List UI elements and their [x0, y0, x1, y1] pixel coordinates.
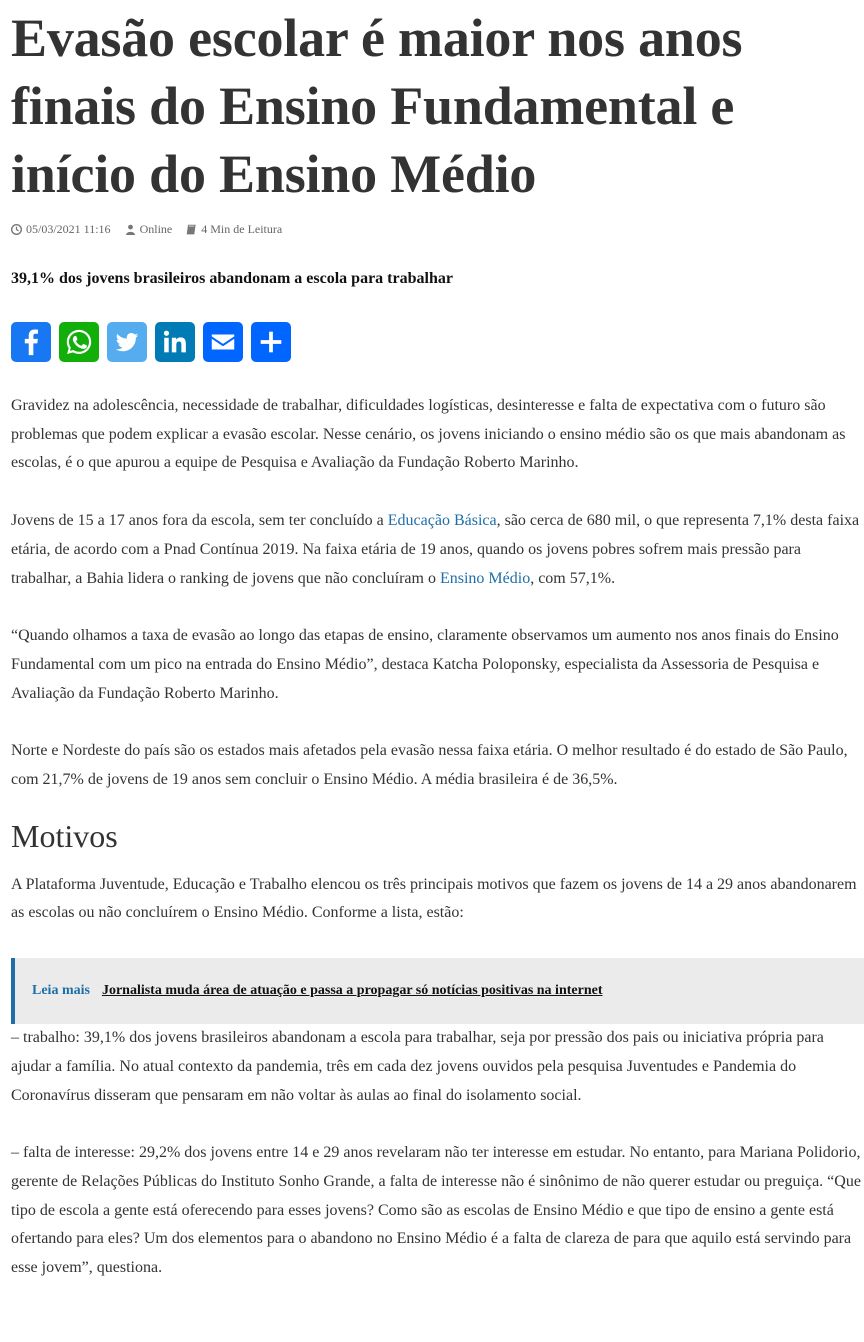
whatsapp-icon — [64, 327, 94, 357]
meta-read-time-text: 4 Min de Leitura — [201, 222, 283, 236]
share-plus-icon — [256, 327, 286, 357]
article — [11, 0, 864, 1283]
paragraph-1: Gravidez na adolescência, necessidade de trabalhar, dificuldades logísticas, desinteresse e falta de expectativa com o futuro são problemas que podem explicar a evasão escolar. Nesse cenário, os jovens iniciando o ensino médio são os que mais abandonam as escolas, é o que apurou a equipe de Pesquisa e Avaliação da Fundação Roberto Marinho. — [11, 397, 846, 472]
paragraph-5: A Plataforma Juventude, Educação e Trabalho elencou os três principais motivos que fazem os jovens de 14 a 29 anos abandonarem as escolas ou não concluírem o Ensino Médio. Conforme a lista, estão: — [11, 875, 857, 922]
paragraph-2-part-3: , com 57,1%. — [530, 569, 616, 587]
meta-author-text[interactable]: Online — [139, 222, 173, 236]
share-twitter-button[interactable] — [107, 322, 147, 362]
paragraph-2 — [11, 507, 864, 593]
book-icon — [186, 224, 197, 235]
share-more-button[interactable] — [251, 322, 291, 362]
article-meta — [11, 222, 864, 237]
section-title-motivos: Motivos — [11, 817, 118, 854]
meta-date-text: 05/03/2021 11:16 — [26, 222, 111, 236]
link-educacao-basica[interactable]: Educação Básica — [387, 512, 497, 530]
share-whatsapp-button[interactable] — [59, 322, 99, 362]
clock-icon — [11, 224, 22, 235]
paragraph-2-part-2: , são cerca de 680 mil, o que representa 7,1% desta faixa etária, de acordo com a Pnad Contínua 2019. Na faixa etária de 19 anos, quando os jovens pobres sofrem mais pressão para trabalhar, a Bahia lidera o ranking de jovens que não concluíram o — [11, 512, 860, 587]
paragraph-7: – falta de interesse: 29,2% dos jovens entre 14 e 29 anos revelaram não ter interesse em estudar. No entanto, para Mariana Polidorio, gerente de Relações Públicas do Instituto Sonho Grande, a falta de interesse não é sinônimo de não querer estudar ou preguiça. “Que tipo de escola a gente está oferecendo para esses jovens? Como são as escolas de Ensino Médio e que tipo de ensino a gente está ofertando para eles? Um dos elementos para o abandono no Ensino Médio é a falta de clareza de para que aquilo está servindo para esse jovem”, questiona. — [11, 1144, 861, 1277]
share-email-button[interactable] — [203, 322, 243, 362]
read-more-link[interactable]: Jornalista muda área de atuação e passa a propagar só notícias positivas na internet — [101, 983, 603, 999]
twitter-icon — [112, 327, 142, 357]
paragraph-2-part-1: Jovens de 15 a 17 anos fora da escola, sem ter concluído a — [11, 512, 388, 530]
meta-date — [11, 222, 111, 237]
article-title: Evasão escolar é maior nos anos finais do Ensino Fundamental e início do Ensino Médio — [11, 8, 743, 204]
share-buttons — [11, 322, 864, 362]
user-icon — [125, 224, 136, 235]
email-icon — [208, 327, 238, 357]
facebook-icon — [16, 327, 46, 357]
meta-author — [125, 222, 173, 237]
share-linkedin-button[interactable] — [155, 322, 195, 362]
linkedin-icon — [160, 327, 190, 357]
meta-read-time — [186, 222, 282, 237]
read-more-label: Leia mais — [32, 983, 90, 999]
paragraph-3: “Quando olhamos a taxa de evasão ao longo das etapas de ensino, claramente observamos um aumento nos anos finais do Ensino Fundamental com um pico na entrada do Ensino Médio”, destaca Katcha Poloponsky, especialista da Assessoria de Pesquisa e Avaliação da Fundação Roberto Marinho. — [11, 627, 839, 702]
article-subtitle: 39,1% dos jovens brasileiros abandonam a escola para trabalhar — [11, 270, 453, 287]
paragraph-4: Norte e Nordeste do país são os estados mais afetados pela evasão nessa faixa etária. O melhor resultado é do estado de São Paulo, com 21,7% de jovens de 19 anos sem concluir o Ensino Médio. A média brasileira é de 36,5%. — [11, 742, 848, 789]
share-facebook-button[interactable] — [11, 322, 51, 362]
link-ensino-medio[interactable]: Ensino Médio — [439, 569, 531, 587]
read-more-box — [11, 958, 864, 1024]
paragraph-6: – trabalho: 39,1% dos jovens brasileiros abandonam a escola para trabalhar, seja por pressão dos pais ou iniciativa própria para ajudar a família. No atual contexto da pandemia, três em cada dez jovens ouvidos pela pesquisa Juventudes e Pandemia do Coronavírus disseram que pensaram em não voltar às aulas ao final do isolamento social. — [11, 1029, 824, 1104]
